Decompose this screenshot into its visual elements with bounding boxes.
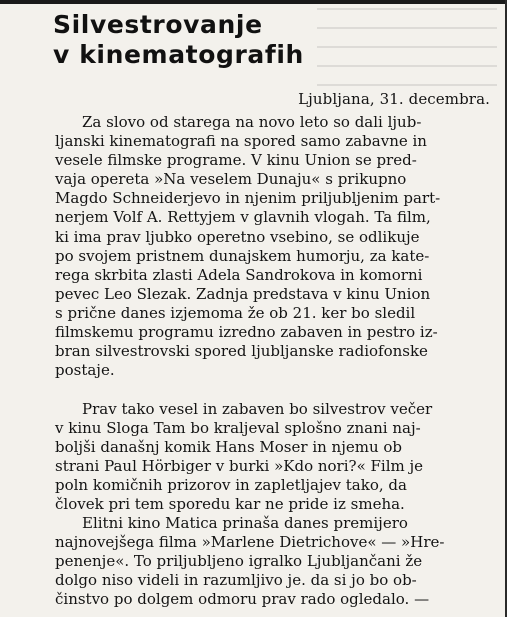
dateline: Ljubljana, 31. decembra. (298, 90, 490, 108)
text-line: Za slovo od starega na novo leto so dali ljub- (82, 113, 422, 131)
title-line: v kinematografih (53, 40, 304, 69)
article-paragraph (55, 514, 444, 609)
text-line: filmskemu programu izredno zabaven in pestro iz- (55, 323, 438, 342)
text-line: človek pri tem sporedu kar ne pride iz smeha. (55, 495, 405, 514)
text-line: vaja opereta »Na veselem Dunaju« s prikupno (55, 170, 407, 189)
text-line: v kinu Sloga Tam bo kraljeval splošno znani naj- (55, 419, 421, 438)
article-paragraph (55, 113, 440, 380)
title-line: Silvestrovanje (53, 10, 263, 39)
text-line: s prične danes izjemoma že ob 21. ker bo sledil (55, 303, 416, 322)
article-paragraph (55, 400, 432, 515)
text-line: po svojem pristnem dunajskem humorju, za kate- (55, 246, 430, 265)
text-line: vesele filmske programe. V kinu Union se pred- (55, 151, 417, 170)
text-line: dolgo niso videli in razumljivo je. da si jo bo ob- (55, 571, 417, 590)
text-line: rega skrbita zlasti Adela Sandrokova in komorni (55, 265, 423, 284)
text-line: boljši današnj komik Hans Moser in njemu ob (55, 438, 403, 457)
top-column-rule (0, 0, 507, 4)
text-line: Elitni kino Matica prinaša danes premijero (82, 514, 408, 532)
text-line: poln komičnih prizorov in zapletljajev tako, da (55, 476, 407, 495)
text-line: najnovejšega filma »Marlene Dietrichove« — »Hre- (55, 533, 445, 552)
text-line: Magdo Schneiderjevo in njenim priljubljenim part- (55, 189, 441, 208)
text-line: bran silvestrovski spored ljubljanske radiofonske (55, 342, 428, 361)
show-through-texture (317, 8, 497, 88)
text-line: ljanski kinematografi na spored samo zabavne in (55, 132, 427, 151)
text-line: pevec Leo Slezak. Zadnja predstava v kinu Union (55, 284, 431, 303)
text-line: strani Paul Hörbiger v burki »Kdo nori?« Film je (55, 457, 424, 476)
text-line: postaje. (55, 361, 115, 380)
text-line: penenje«. To priljubljeno igralko Ljubljančani že (55, 552, 423, 571)
article-title (53, 10, 304, 70)
text-line: činstvo po dolgem odmoru prav rado ogledalo. — (55, 590, 430, 609)
text-line: Prav tako vesel in zabaven bo silvestrov večer (82, 400, 433, 418)
text-line: nerjem Volf A. Rettyjem v glavnih vlogah. Ta film, (55, 208, 431, 227)
text-line: ki ima prav ljubko operetno vsebino, se odlikuje (55, 227, 420, 246)
